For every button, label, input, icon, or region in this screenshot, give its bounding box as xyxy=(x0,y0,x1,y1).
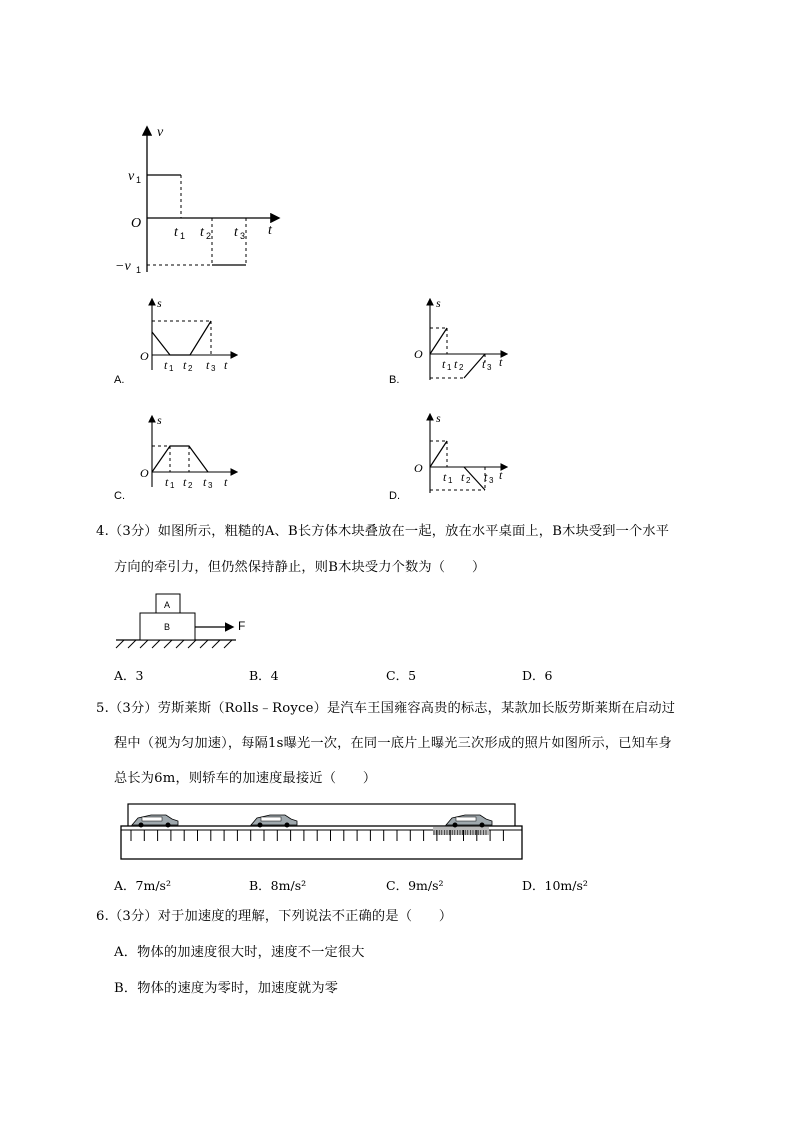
t3-sub: 3 xyxy=(211,364,216,373)
q5-option-d[interactable]: D．10m/s² xyxy=(522,878,588,893)
v1-label: v xyxy=(128,169,135,184)
t3-sub: 3 xyxy=(240,231,246,241)
s-label: s xyxy=(157,413,162,427)
t2-label: t xyxy=(183,475,187,489)
block-b-label: B xyxy=(164,622,171,632)
q4-stem-line2: 方向的牵引力，但仍然保持静止，则B木块受力个数为（ ） xyxy=(114,560,486,575)
t3-sub: 3 xyxy=(487,363,492,372)
origin-label: O xyxy=(140,466,149,480)
q5-stem-line3: 总长为6m，则轿车的加速度最接近（ ） xyxy=(114,771,377,786)
origin-label: O xyxy=(414,461,423,475)
t2-label: t xyxy=(461,470,465,484)
t3-sub: 3 xyxy=(489,476,494,485)
v1-sub: 1 xyxy=(136,175,142,185)
option-b-label[interactable]: B. xyxy=(389,374,400,386)
neg-v1-label: −v xyxy=(115,259,131,274)
option-d-label[interactable]: D. xyxy=(389,490,400,502)
blocks-diagram xyxy=(110,588,260,650)
option-c-graph xyxy=(135,412,245,490)
neg-v1-sub: 1 xyxy=(136,265,142,275)
s-label: s xyxy=(157,296,162,310)
v-axis-label: v xyxy=(157,125,164,140)
q4-option-d[interactable]: D．6 xyxy=(522,668,553,683)
t3-label: t xyxy=(482,357,486,371)
q5-option-a[interactable]: A．7m/s² xyxy=(114,878,171,893)
block-a-label: A xyxy=(164,600,171,610)
t2-sub: 2 xyxy=(466,476,471,485)
option-a-label[interactable]: A. xyxy=(114,374,125,386)
t1-sub: 1 xyxy=(447,363,452,372)
option-d-graph xyxy=(410,410,520,495)
option-a-graph xyxy=(135,295,245,375)
t-axis-label: t xyxy=(224,358,228,372)
q6-option-a[interactable]: A．物体的加速度很大时，速度不一定很大 xyxy=(114,945,365,960)
q4-option-b[interactable]: B．4 xyxy=(249,668,279,683)
force-label: F xyxy=(238,619,246,633)
q4-option-a[interactable]: A．3 xyxy=(114,668,144,683)
q4-stem-line1: 4.（3分）如图所示，粗糙的A、B长方体木块叠放在一起，放在水平桌面上，B木块受到一个水平 xyxy=(96,524,670,539)
t1-label: t xyxy=(442,357,446,371)
t2-label: t xyxy=(454,357,458,371)
q5-option-b[interactable]: B．8m/s² xyxy=(249,878,307,893)
t3-label: t xyxy=(203,475,207,489)
t3-label: t xyxy=(234,225,238,240)
origin-label: O xyxy=(414,347,423,361)
t2-sub: 2 xyxy=(188,364,193,373)
t1-sub: 1 xyxy=(448,476,453,485)
t3-label: t xyxy=(484,470,488,484)
origin-label: O xyxy=(140,349,149,363)
t2-label: t xyxy=(183,358,187,372)
q5-stem-line2: 程中（视为匀加速），每隔1s曝光一次，在同一底片上曝光三次形成的照片如图所示，已知车身 xyxy=(114,736,672,751)
t1-label: t xyxy=(165,475,169,489)
q5-stem-line1: 5.（3分）劳斯莱斯（Rolls﹣Royce）是汽车王国雍容高贵的标志，某款加长版劳斯莱斯在启动过 xyxy=(96,701,676,716)
t-axis-label: t xyxy=(499,468,503,482)
t3-label: t xyxy=(206,358,210,372)
option-b-graph xyxy=(410,295,520,380)
origin-label: O xyxy=(131,216,142,231)
s-label: s xyxy=(436,411,441,425)
t2-label: t xyxy=(200,225,204,240)
q5-option-c[interactable]: C．9m/s² xyxy=(386,878,444,893)
t1-sub: 1 xyxy=(170,481,175,490)
option-c-label[interactable]: C. xyxy=(114,490,125,502)
t-axis-label: t xyxy=(224,475,228,489)
t1-sub: 1 xyxy=(180,231,186,241)
q6-option-b[interactable]: B．物体的速度为零时，加速度就为零 xyxy=(114,981,339,996)
t1-label: t xyxy=(164,358,168,372)
t2-sub: 2 xyxy=(459,363,464,372)
t-axis-label: t xyxy=(499,355,503,369)
ground-hatch xyxy=(116,640,232,648)
t1-label: t xyxy=(174,225,178,240)
s-label: s xyxy=(436,296,441,310)
t1-label: t xyxy=(443,470,447,484)
t2-sub: 2 xyxy=(206,231,212,241)
t1-sub: 1 xyxy=(169,364,174,373)
t3-sub: 3 xyxy=(208,481,213,490)
car-photo-ruler xyxy=(118,800,528,864)
t2-sub: 2 xyxy=(188,481,193,490)
t-axis-label: t xyxy=(268,223,272,238)
q6-stem: 6.（3分）对于加速度的理解，下列说法不正确的是（ ） xyxy=(96,909,453,924)
vt-graph xyxy=(110,120,290,280)
q4-option-c[interactable]: C．5 xyxy=(386,668,417,683)
